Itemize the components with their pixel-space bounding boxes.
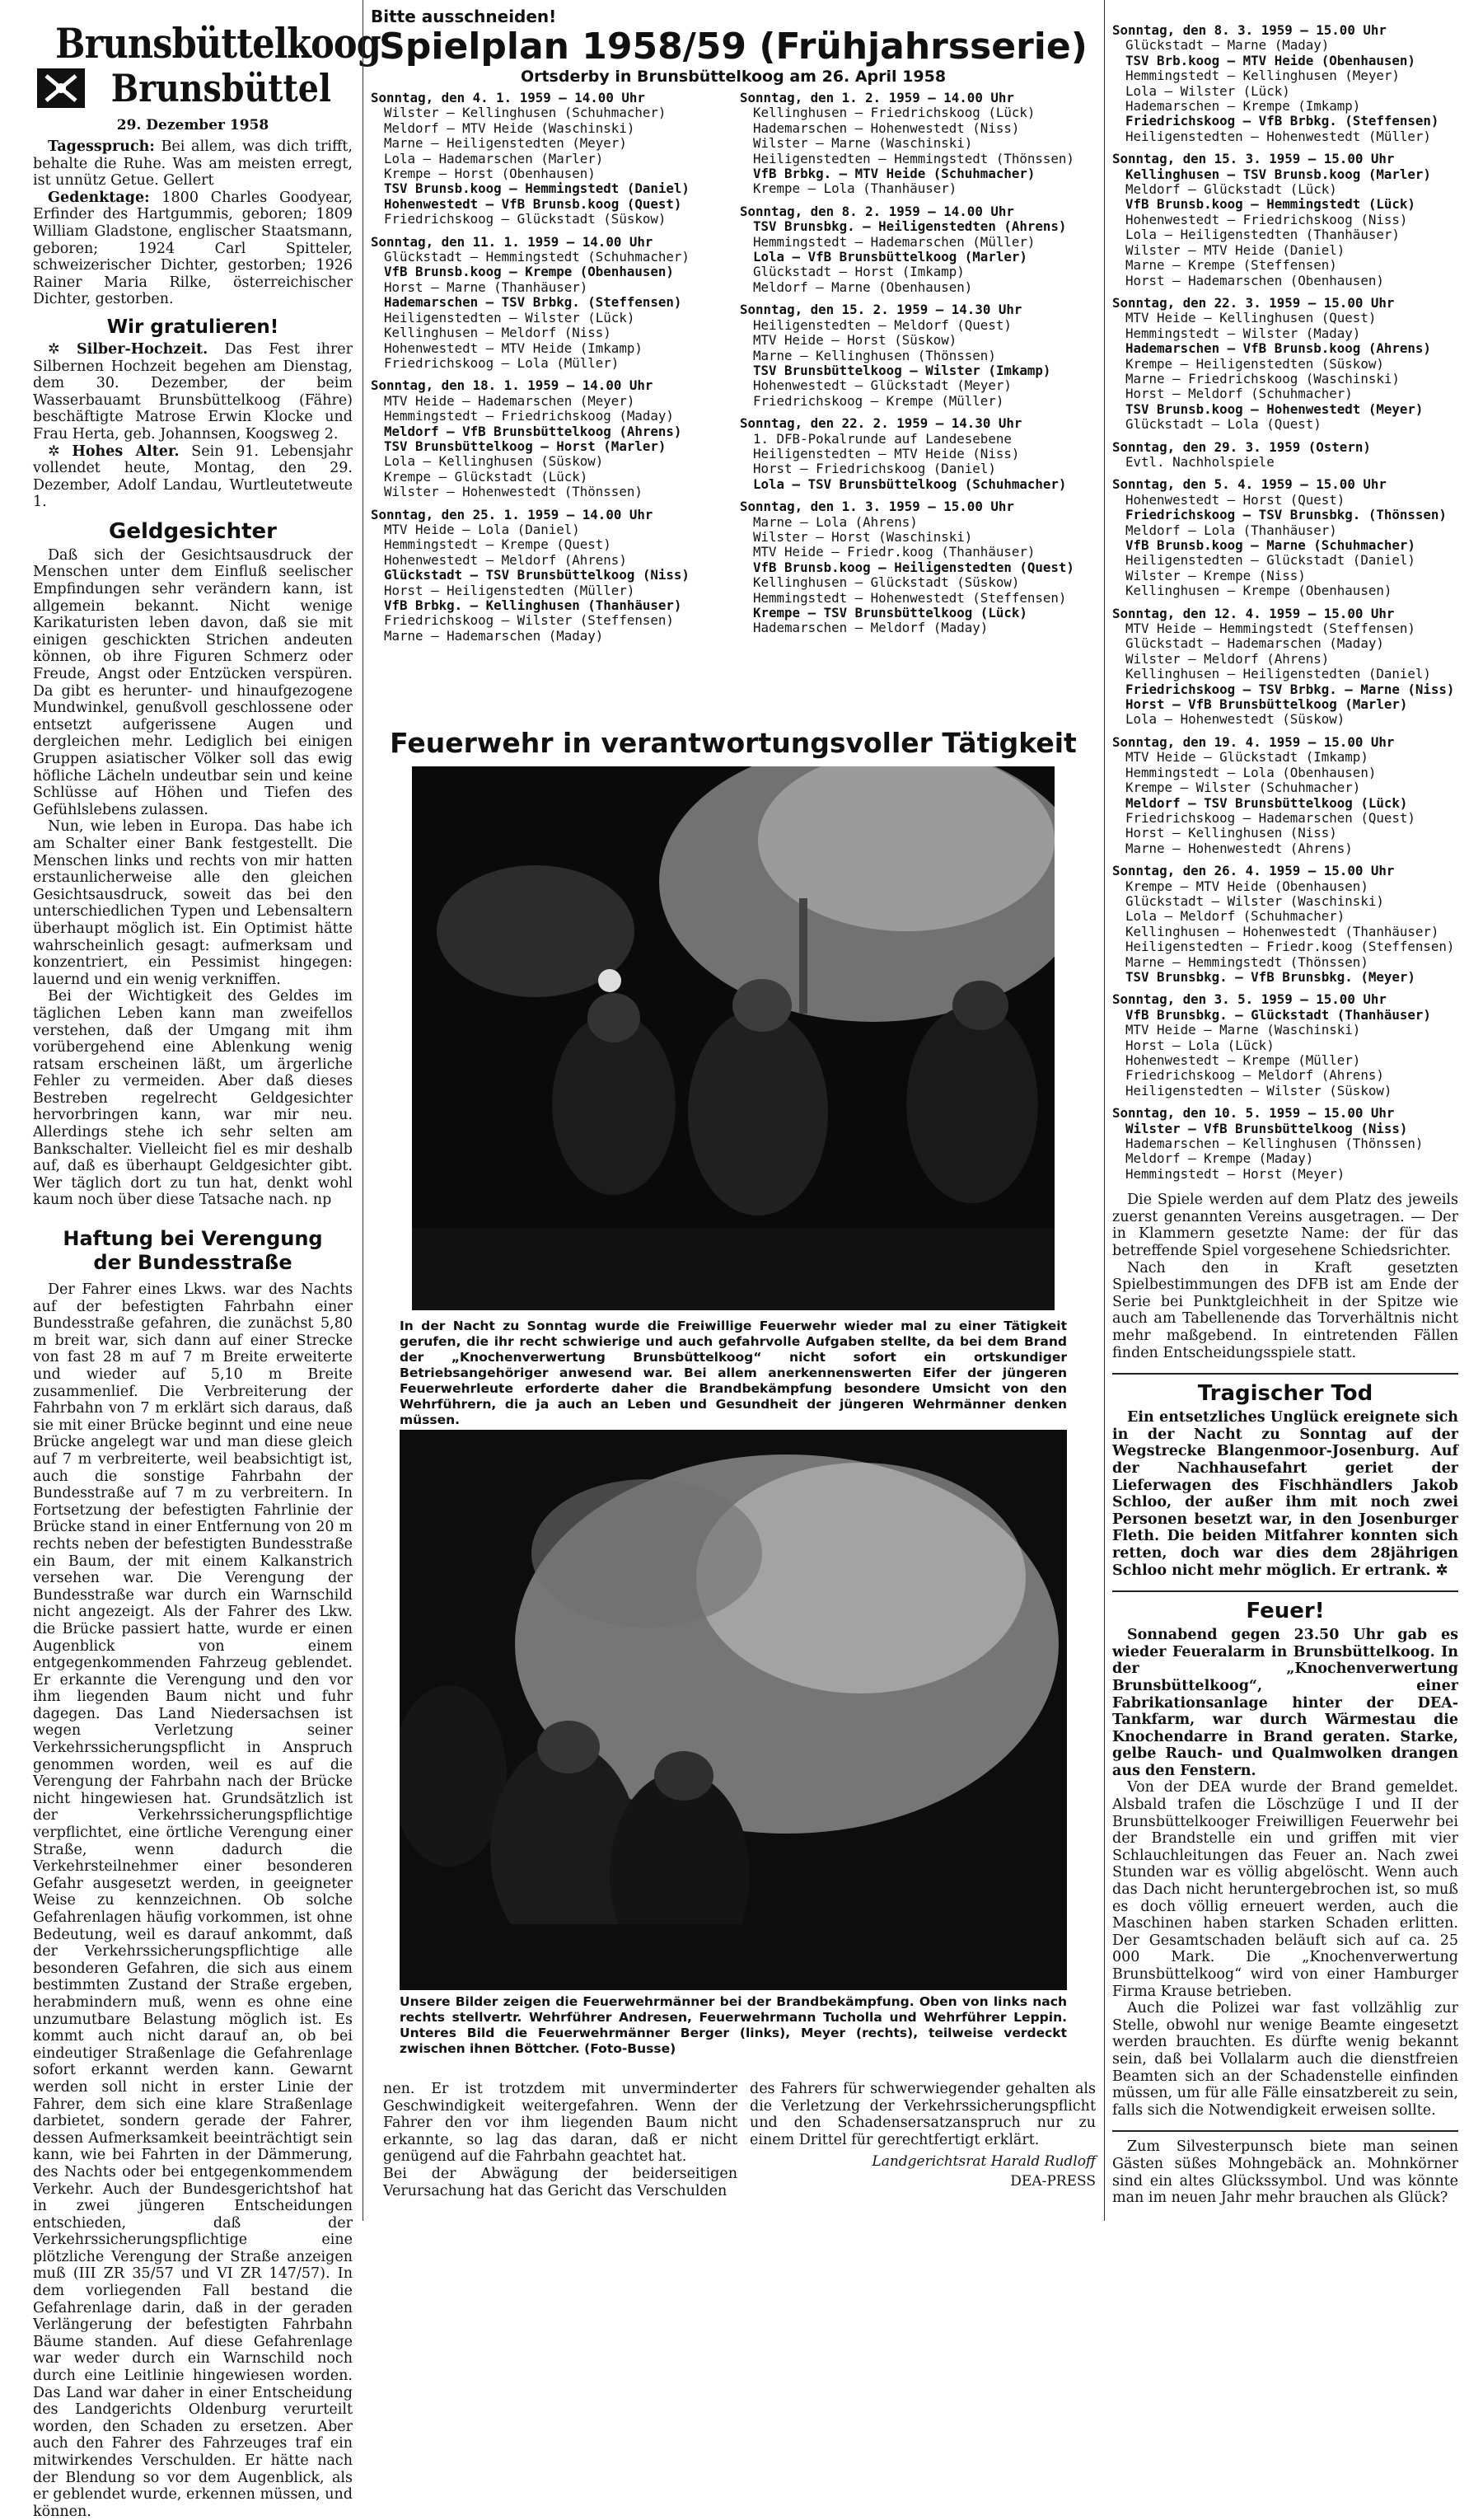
section-divider <box>1112 1373 1458 1375</box>
fixture-match: Marne — Hademarschen (Maday) <box>384 627 604 644</box>
fixture-day <box>1112 607 1458 728</box>
fixture-day-heading: Sonntag, den 4. 1. 1959 — 14.00 Uhr <box>371 90 645 105</box>
fixture-match: Wilster — VfB Brunsbüttelkoog (Niss) <box>1125 1120 1408 1136</box>
photo-caption-bottom: Unsere Bilder zeigen die Feuerwehrmänner bei der Brandbekämpfung. Oben von links nach rechts stellvertr. Wehrführer Andresen, Feuerwehrmann Tucholla und Wehrführer Leppin. Unteres Bild die Feuerwehrmänner Berger (links), Meyer (rechts), teilweise verdeckt zwischen ihnen Böttcher. (Foto-Busse) <box>400 1994 1067 2056</box>
fixture-match: Hohenwestedt — Friedrichskoog (Niss) <box>1125 211 1408 227</box>
fixture-match: Hademarschen — Krempe (Imkamp) <box>1125 98 1361 115</box>
fixture-match: Hademarschen — Hohenwestedt (Niss) <box>753 119 1020 136</box>
column-right <box>1112 0 1458 2207</box>
fixture-match: Meldorf — MTV Heide (Waschinski) <box>384 119 635 136</box>
fixture-match: Meldorf — Krempe (Maday) <box>1125 1150 1314 1167</box>
fixture-match: Meldorf — Marne (Obenhausen) <box>753 279 973 295</box>
fixture-match: Hohenwestedt — Krempe (Müller) <box>1125 1052 1361 1068</box>
haftung-article <box>33 1281 353 2520</box>
fixture-match: Lola — Kellinghusen (Süskow) <box>384 453 604 470</box>
fixture-match: Hemmingstedt — Hademarschen (Müller) <box>753 233 1036 250</box>
paragraph: Der Fahrer eines Lkws. war des Nachts auf der befestigten Fahrbahn einer Bundesstraße gefahren, die zunächst 5,80 m breit war, sich dann auf einer Strecke von fast 28 m auf 7 m Breite erweiterte und wieder auf 5,10 m Breite zusammenlief. Die Verbreiterung der Fahrbahn von 7 m erklärt sich daraus, daß sie mit einer Brücke beginnt und eine neue Brücke angelegt war und man diese gleich auf 7 m verbreiterte, weil beabsichtigt ist, auch die sonstige Fahrbahn der Bundesstraße auf 7 m zu verbreitern. In Fortsetzung der befestigten Fahrlinie der Brücke stand in einer Entfernung von 20 m rechts neben der befestigten Bundesstraße ein Baum, der mit einem Kalkanstrich versehen war. Die Verengung der Bundesstraße war durch ein Warnschild nicht angezeigt. Als der Fahrer des Lkw. die Brücke passiert hatte, wurde er einen Augenblick von einem entgegenkommenden Fahrzeug geblendet. Er erkannte die Verengung und den vor ihm liegenden Baum nicht und fuhr dagegen. Das Land Niedersachsen ist wegen Verletzung seiner Verkehrssicherungspflicht in Anspruch genommen worden, weil es auf die Verengung der Fahrbahn nach der Brücke nicht hingewiesen hat. Grundsätzlich ist der Verkehrssicherungspflichtige verpflichtet, eine örtliche Verengung einer Straße, wenn dadurch die Verkehrsteilnehmer einer besonderen Gefahr ausgesetzt werden, in geeigneter Weise zu kennzeichnen. Ob solche Gefahrenlagen häufig vorkommen, ist ohne Bedeutung, weil es darauf ankommt, daß der Verkehrssicherungspflichtige alle besonderen Gefahren, die sich aus einem bestimmten Zustand der Straße ergeben, herabmindern muß, wenn es ohne eine unzumutbare Belastung möglich ist. Es kommt auch nicht darauf an, ob bei eindeutiger Straßenlage die Gefahrenlage sofort erkannt werden kann. Gewarnt werden soll nicht in erster Linie der Fahrer, dem sich eine klare Straßenlage darbietet, sondern gerade der Fahrer, dessen Aufmerksamkeit beeinträchtigt sein kann, wie bei Fahrten in der Dämmerung, des Nachts oder bei entgegenkommendem Verkehr. Auch der Bundesgerichtshof hat in zwei jüngeren Entscheidungen entschieden, daß der Verkehrssicherungspflichtige eine plötzliche Verengung der Straße anzeigen muß (III ZR 35/57 und VI ZR 147/57). In dem vorliegenden Fall bestand die Gefahrenlage darin, daß in der geraden Verlängerung der befestigten Fahrbahn Bäume standen. Auf diese Gefahrenlage war weder durch ein Warnschild noch durch eine Leitlinie hingewiesen worden. Das Land war daher in einer Entscheidung des Landgerichts Oldenburg verurteilt worden, den Schaden zu ersetzen. Aber auch den Fahrer des Fahrzeuges traf ein mitwirkendes Verschulden. Er hätte nach der Blendung so vor dem Augenblick, als er geblendet wurde, erkennen müssen, und können. <box>33 1281 353 2520</box>
photo-caption-top: In der Nacht zu Sonntag wurde die Freiwillige Feuerwehr wieder mal zu einer Tätigkeit gerufen, die ihr recht schwierige und auch gefahrvolle Aufgaben stellte, da bei dem Brand der „Knochenverwertung Brunsbüttelkoog“ nicht sofort ein ortskundiger Betriebsangehöriger anwesend war. Bei allem anerkennenswerten Eifer der jüngeren Feuerwehrleute erforderte daher die Brandbekämpfung besondere Umsicht von den Wehrführern, die ja auch an Leben und Gesundheit der jüngeren Wehrmänner denken müssen. <box>400 1319 1067 1427</box>
intro-section <box>33 138 353 308</box>
fixture-match: Hohenwestedt — VfB Brunsb.koog (Quest) <box>384 195 682 212</box>
fixture-match: Hademarschen — VfB Brunsb.koog (Ahrens) <box>1125 340 1431 357</box>
haftung-conclusion: des Fahrers für schwerwiegender gehalten als die Verletzung der Verkehrssicherungspflicht und den Schadensersatzanspruch nur zu einem Drittel für gerechtfertigt erklärt. <box>750 2081 1096 2148</box>
fixture-match: Heiligenstedten — Hohenwestedt (Müller) <box>1125 128 1431 144</box>
fixture-match: Evtl. Nachholspiele <box>1125 453 1275 470</box>
birthday-text: Sein 91. Lebensjahr vollendet heute, Montag, den 29. Dezember, Adolf Landau, Wurtleutetweute 1. <box>33 443 353 511</box>
fixture-match: TSV Brunsb.koog — Hohenwestedt (Meyer) <box>1125 400 1424 417</box>
masthead <box>33 0 381 133</box>
fixture-match: Friedrichskoog — Meldorf (Ahrens) <box>1125 1067 1384 1084</box>
fixture-match: TSV Brunsb.koog — Hemmingstedt (Daniel) <box>384 180 690 197</box>
fixture-match: Lola — Wilster (Lück) <box>1125 82 1290 99</box>
haftung-continuation: nen. Er ist trotzdem mit unverminderter Geschwindigkeit weitergefahren. Wenn der Fahrer den vor ihm liegenden Baum nicht erkannte, so lag das daran, daß er nicht genügend auf die Fahrbahn geachtet hat. Bei der Abwägung der beiderseitigen Verursachung hat das Gericht das Verschulden <box>383 2081 737 2199</box>
fixture-match: Friedrichskoog — Lola (Müller) <box>384 354 620 371</box>
fixture-match: Glückstadt — Lola (Quest) <box>1125 416 1322 433</box>
fixture-match: Hemmingstedt — Kellinghusen (Meyer) <box>1125 68 1400 84</box>
firefighters-image <box>412 766 1055 1310</box>
fixture-day <box>371 235 725 372</box>
silver-wedding-text: Das Fest ihrer Silbernen Hochzeit begehen am Dienstag, dem 30. Dezember, der beim Wasserbauamt Brunsbüttelkoog (Fähre) beschäftigte Matrose Erwin Klocke und Frau Herta, geb. Johannsen, Koogsweg 2. <box>33 340 353 443</box>
fixture-match: Horst — Meldorf (Schuhmacher) <box>1125 386 1353 402</box>
fixture-match: Horst — Kellinghusen (Niss) <box>1125 825 1337 841</box>
fixture-day-heading: Sonntag, den 18. 1. 1959 — 14.00 Uhr <box>371 377 653 394</box>
fixture-match: Hemmingstedt — Lola (Obenhausen) <box>1125 764 1377 780</box>
fixture-match: Krempe — Heiligenstedten (Süskow) <box>1125 355 1384 372</box>
fixture-match: Meldorf — Lola (Thanhäuser) <box>1125 522 1337 538</box>
heading-feuerwehr: Feuerwehr in verantwortungsvoller Tätigkeit <box>390 727 1077 759</box>
fixture-day <box>1112 152 1458 288</box>
issue-date: 29. Dezember 1958 <box>116 117 269 133</box>
fixture-day <box>740 204 1096 295</box>
heading-tragischer-tod: Tragischer Tod <box>1197 1381 1373 1407</box>
press-credit: DEA-PRESS <box>1010 2173 1096 2190</box>
tod-article <box>1112 1409 1458 1579</box>
masthead-line1: Brunsbüttelkoog <box>55 19 381 68</box>
silver-wedding-label: Silber-Hochzeit. <box>76 340 208 358</box>
fixture-match: Hemmingstedt — Wilster (Maday) <box>1125 325 1361 341</box>
fixture-day-heading: Sonntag, den 8. 3. 1959 — 15.00 Uhr <box>1112 22 1387 38</box>
author-signature: Landgerichtsrat Harald Rudloff <box>872 2153 1096 2171</box>
fixture-match: Heiligenstedten — Wilster (Lück) <box>384 309 635 326</box>
firefighters-image <box>400 1430 1067 1990</box>
fixture-match: Lola — VfB Brunsbüttelkoog (Marler) <box>753 249 1027 265</box>
fixture-match: Glückstadt — TSV Brunsbüttelkoog (Niss) <box>384 567 690 583</box>
fixture-match: Friedrichskoog — TSV Brbkg. — Marne (Niss) <box>1125 681 1455 697</box>
fixture-match: MTV Heide — Friedr.koog (Thanhäuser) <box>753 544 1036 560</box>
cutout-note: Bitte ausschneiden! <box>371 7 557 26</box>
fixture-day <box>740 302 1096 409</box>
fixture-match: Krempe — Wilster (Schuhmacher) <box>1125 780 1361 796</box>
fixture-match: Heiligenstedten — Hemmingstedt (Thönssen) <box>753 150 1074 166</box>
fixture-match: Kellinghusen — Krempe (Obenhausen) <box>1125 583 1392 599</box>
fixture-day <box>1112 296 1458 433</box>
paragraph: Nach den in Kraft gesetzten Spielbestimmungen des DFB ist am Ende der Serie bei Punktgleichheit in der Spitze wie auch am Tabellenende das Torverhältnis nicht mehr maßgebend. In eintretenden Fällen finden Entscheidungsspiele statt. <box>1112 1259 1458 1361</box>
fixture-match: Krempe — MTV Heide (Obenhausen) <box>1125 878 1368 894</box>
fixture-match: Friedrichskoog — Wilster (Steffensen) <box>384 612 674 629</box>
fixture-match: Meldorf — Glückstadt (Lück) <box>1125 181 1337 198</box>
fixture-match: Heiligenstedten — Wilster (Süskow) <box>1125 1082 1392 1098</box>
fixtures-spring <box>1112 0 1458 1182</box>
fixture-match: Friedrichskoog — Glückstadt (Süskow) <box>384 211 667 227</box>
fixture-day-heading: Sonntag, den 15. 2. 1959 — 14.30 Uhr <box>740 302 1022 318</box>
fixture-day <box>1112 735 1458 856</box>
fixture-match: Kellinghusen — Heiligenstedten (Daniel) <box>1125 666 1431 682</box>
fixture-match: Wilster — Krempe (Niss) <box>1125 567 1306 583</box>
fixture-match: Lola — Heiligenstedten (Thanhäuser) <box>1125 227 1400 243</box>
fixture-match: Krempe — Glückstadt (Lück) <box>384 468 588 485</box>
fixture-day <box>1112 440 1458 471</box>
fixture-day-heading: Sonntag, den 8. 2. 1959 — 14.00 Uhr <box>740 203 1014 219</box>
fixtures-right <box>740 91 1096 651</box>
fixture-match: Kellinghusen — Meldorf (Niss) <box>384 325 611 341</box>
fixture-match: Kellinghusen — TSV Brunsb.koog (Marler) <box>1125 166 1431 182</box>
fixture-day <box>1112 477 1458 598</box>
fixture-match: Horst — Lola (Lück) <box>1125 1037 1275 1053</box>
fixture-day-heading: Sonntag, den 29. 3. 1959 (Ostern) <box>1112 438 1371 455</box>
gedenktage-text: 1800 Charles Goodyear, Erfinder des Hartgummis, geboren; 1809 William Gladstone, englischer Staatsmann, geboren; 1924 Carl Spitteler, schweizerischer Dichter, gestorben; 1926 Rainer Maria Rilke, österreichischer Dichter, gestorben. <box>33 189 353 308</box>
heading-gratulieren: Wir gratulieren! <box>106 316 279 338</box>
fixture-match: Marne — Hemmingstedt (Thönssen) <box>1125 953 1368 970</box>
paragraph: Von der DEA wurde der Brand gemeldet. Alsbald trafen die Löschzüge I und II der Brunsbüttelkooger Freiwilligen Feuerwehr bei der Brandstelle ein und griffen mit vier Schlauchleitungen das Feuer an. Nach zwei Stunden war es völlig abgelöscht. Wenn auch das Dach nicht heruntergebrochen ist, so muß es doch völlig erneuert werden, auch die Maschinen haben starken Schaden erlitten. Der Gesamtschaden beläuft sich auf ca. 25 000 Mark. Die „Knochenverwertung Brunsbüttelkoog“ wird von einer Hamburger Firma Krause betrieben. <box>1112 1779 1458 2000</box>
paragraph: Daß sich der Gesichtsausdruck der Menschen unter dem Einfluß seelischer Empfindungen sehr verändern kann, ist allgemein bekannt. Nicht wenige Karikaturisten leben davon, daß sie mit einigen geschickten Strichen andeuten können, ob ihre Figuren Schmerz oder Freude, Angst oder Entzücken verspüren. Da gibt es herunter- und hinaufgezogene Mundwinkel, genußvoll geschlossene oder entsetzt aufgerissene Augen und dergleichen mehr. Lediglich bei einigen Gruppen asiatischer Völker soll das ewig höfliche Lächeln undeutbar sein und keine Schlüsse auf Höhen und Tiefen des Gefühlslebens zulassen. <box>33 546 353 818</box>
fire-photo-bottom <box>400 1430 1067 1990</box>
birthday-label: Hohes Alter. <box>72 443 180 460</box>
fixture-match: Krempe — Lola (Thanhäuser) <box>753 180 957 197</box>
fixture-day <box>371 378 725 499</box>
fixture-match: Heiligenstedten — Friedr.koog (Steffensen) <box>1125 939 1455 955</box>
fixture-match: Hemmingstedt — Krempe (Quest) <box>384 536 611 553</box>
fixture-day-heading: Sonntag, den 1. 2. 1959 — 14.00 Uhr <box>740 90 1014 105</box>
fixture-day-heading: Sonntag, den 15. 3. 1959 — 15.00 Uhr <box>1112 151 1395 167</box>
fixture-match: TSV Brunsbüttelkoog — Wilster (Imkamp) <box>753 362 1051 378</box>
fixture-match: Meldorf — VfB Brunsbüttelkoog (Ahrens) <box>384 423 682 439</box>
fixture-match: TSV Brunsbüttelkoog — Horst (Marler) <box>384 438 667 454</box>
fixture-match: Hohenwestedt — Meldorf (Ahrens) <box>384 551 627 568</box>
fixture-match: VfB Brbkg. — Kellinghusen (Thanhäuser) <box>384 597 682 613</box>
fixture-match: VfB Brunsb.koog — Heiligenstedten (Quest) <box>753 559 1074 575</box>
paragraph: Die Spiele werden auf dem Platz des jeweils zuerst genannten Vereins ausgetragen. — Der in Klammern gesetzte Name: der für das betreffende Spiel vorgesehene Schiedsrichter. <box>1112 1192 1458 1260</box>
heading-geldgesichter: Geldgesichter <box>109 518 277 544</box>
silvester-note <box>1112 2138 1458 2206</box>
fixture-match: Friedrichskoog — Krempe (Müller) <box>753 392 1004 409</box>
fixture-day <box>371 91 725 227</box>
fixture-match: 1. DFB-Pokalrunde auf Landesebene <box>753 430 1012 447</box>
fixture-match: MTV Heide — Lola (Daniel) <box>384 521 580 537</box>
fixture-match: Kellinghusen — Hohenwestedt (Thanhäuser) <box>1125 923 1439 939</box>
fixture-match: MTV Heide — Hademarschen (Meyer) <box>384 392 635 409</box>
fixture-match: Meldorf — TSV Brunsbüttelkoog (Lück) <box>1125 794 1408 811</box>
fixture-match: Glückstadt — Hemmingstedt (Schuhmacher) <box>384 249 690 265</box>
fixture-match: Hohenwestedt — MTV Heide (Imkamp) <box>384 340 643 356</box>
paragraph: Zum Silvesterpunsch biete man seinen Gästen süßes Mohngebäck an. Mohnkörner sind ein altes Glückssymbol. Und was könnte man im neuen Jahr mehr brauchen als Glück? <box>1112 2138 1458 2207</box>
fixture-match: Marne — Heiligenstedten (Meyer) <box>384 135 627 152</box>
fixture-match: MTV Heide — Glückstadt (Imkamp) <box>1125 749 1368 766</box>
fixture-day-heading: Sonntag, den 25. 1. 1959 — 14.00 Uhr <box>371 506 653 522</box>
fixture-match: Lola — Hohenwestedt (Süskow) <box>1125 711 1345 728</box>
section-divider <box>1112 1590 1458 1592</box>
fixture-match: Hemmingstedt — Friedrichskoog (Maday) <box>384 408 674 424</box>
column-divider <box>1104 0 1105 2221</box>
paragraph: Auch die Polizei war fast vollzählig zur Stelle, obwohl nur wenige Beamte eingesetzt werden brauchten. Es dürfte wenig bekannt sein, daß bei Vollalarm auch die dienstfreien Beamten sich an der Schadenstelle einfinden müssen, um für alle Fälle einsatzbereit zu sein, falls sich die Notwendigkeit erweisen sollte. <box>1112 2000 1458 2119</box>
fixture-match: Krempe — TSV Brunsbüttelkoog (Lück) <box>753 605 1027 621</box>
fixture-match: Heiligenstedten — Glückstadt (Daniel) <box>1125 552 1415 569</box>
fixture-match: Marne — Lola (Ahrens) <box>753 513 918 530</box>
feuer-article <box>1112 1627 1458 2119</box>
fixture-match: Wilster — Meldorf (Ahrens) <box>1125 650 1330 667</box>
fixture-match: VfB Brunsb.koog — Hemmingstedt (Lück) <box>1125 196 1415 213</box>
fixture-match: Horst — Hademarschen (Obenhausen) <box>1125 272 1384 288</box>
fixture-match: Hohenwestedt — Glückstadt (Meyer) <box>753 377 1012 394</box>
fixture-match: Marne — Hohenwestedt (Ahrens) <box>1125 840 1353 856</box>
fixture-match: MTV Heide — Hemmingstedt (Steffensen) <box>1125 621 1415 637</box>
fixture-day-heading: Sonntag, den 1. 3. 1959 — 15.00 Uhr <box>740 499 1014 515</box>
fixture-match: Hademarschen — TSV Brbkg. (Steffensen) <box>384 294 682 311</box>
star-icon: ✲ <box>48 443 73 460</box>
schedule-notes <box>1112 1192 1458 1361</box>
fixture-match: Wilster — Hohenwestedt (Thönssen) <box>384 484 643 500</box>
gratulieren-section <box>33 341 353 511</box>
fixture-match: Heiligenstedten — Meldorf (Quest) <box>753 316 1012 333</box>
fixture-match: Friedrichskoog — VfB Brbkg. (Steffensen) <box>1125 113 1439 129</box>
heading-haftung: Haftung bei Verengung der Bundesstraße <box>63 1227 323 1275</box>
lead-paragraph: Sonnabend gegen 23.50 Uhr gab es wieder Feueralarm in Brunsbüttelkoog. In der „Knochenverwertung Brunsbüttelkoog“, einer Fabrikationsanlage hinter der DEA-Tankfarm, war durch Wärmestau die Knochendarre in Brand geraten. Starke, gelbe Rauch- und Qualmwolken drangen aus den Fenstern. <box>1112 1627 1458 1779</box>
fixture-day <box>740 416 1096 492</box>
fixture-day <box>1112 1106 1458 1182</box>
fixture-match: Lola — TSV Brunsbüttelkoog (Schuhmacher) <box>753 475 1067 492</box>
paragraph: Bei der Wichtigkeit des Geldes im täglichen Leben kann man zweifellos verstehen, daß der Umgang mit ihm vorübergehend eine Ablenkung wenig ratsam erscheinen läßt, um ärgerliche Fehler zu vermeiden. Aber daß dieses Bestreben regelrecht Geldgesichter hervorbringen kann, war mir neu. Allerdings stehe ich sehr selten am Bankschalter. Vielleicht fiel es mir deshalb auf, daß es überhaupt Geldgesichter gibt. Wer täglich dort zu tun hat, denkt wohl kaum noch über diese Tatsache nach. np <box>33 988 353 1209</box>
fixture-match: Wilster — Marne (Waschinski) <box>753 135 973 152</box>
fixture-match: VfB Brunsbkg. — Glückstadt (Thanhäuser) <box>1125 1006 1431 1023</box>
fixture-match: Marne — Kellinghusen (Thönssen) <box>753 347 996 363</box>
fixture-match: Hemmingstedt — Horst (Meyer) <box>1125 1165 1345 1182</box>
heading-feuer: Feuer! <box>1246 1599 1325 1624</box>
fixture-match: Glückstadt — Hademarschen (Maday) <box>1125 635 1384 652</box>
fixture-day-heading: Sonntag, den 3. 5. 1959 — 15.00 Uhr <box>1112 991 1387 1008</box>
fixture-day-heading: Sonntag, den 26. 4. 1959 — 15.00 Uhr <box>1112 863 1395 879</box>
fixture-match: Wilster — Horst (Waschinski) <box>753 528 973 545</box>
fixture-match: TSV Brb.koog — MTV Heide (Obenhausen) <box>1125 52 1415 68</box>
fixture-day-heading: Sonntag, den 10. 5. 1959 — 15.00 Uhr <box>1112 1105 1395 1122</box>
paragraph: Nun, wie leben in Europa. Das habe ich am Schalter einer Bank festgestellt. Die Menschen links und rechts von mir hatten erstaunlicherweise alle den gleichen Gesichtsausdruck, soweit das bei den unterschiedlichen Typen und Lebensaltern überhaupt möglich ist. Ein Optimist hätte wahrscheinlich gesagt: aufmerksam und konzentriert, ein Pessimist hingegen: lauernd und ein wenig verkniffen. <box>33 818 353 988</box>
tagesspruch-label: Tagesspruch: <box>48 138 155 155</box>
fixture-match: VfB Brunsb.koog — Krempe (Obenhausen) <box>384 264 674 280</box>
fixture-match: Lola — Hademarschen (Marler) <box>384 150 604 166</box>
fixture-match: MTV Heide — Horst (Süskow) <box>753 332 957 349</box>
fixture-day-heading: Sonntag, den 11. 1. 1959 — 14.00 Uhr <box>371 233 653 250</box>
coat-of-arms-icon <box>37 68 85 108</box>
fixture-match: Heiligenstedten — MTV Heide (Niss) <box>753 445 1020 461</box>
fixture-match: Lola — Meldorf (Schuhmacher) <box>1125 908 1345 925</box>
fixture-match: Wilster — Kellinghusen (Schuhmacher) <box>384 105 667 121</box>
fixture-match: Hademarschen — Meldorf (Maday) <box>753 620 989 636</box>
gedenktage-label: Gedenktage: <box>48 189 150 206</box>
fixture-day <box>1112 23 1458 144</box>
fixture-match: MTV Heide — Kellinghusen (Quest) <box>1125 310 1377 326</box>
fixtures-left <box>371 91 725 651</box>
fire-photo-top <box>412 766 1055 1310</box>
fixture-match: Hemmingstedt — Hohenwestedt (Steffensen) <box>753 589 1067 606</box>
fixture-match: Friedrichskoog — TSV Brunsbkg. (Thönssen) <box>1125 507 1447 523</box>
fixture-day <box>371 508 725 644</box>
star-icon: ✲ <box>48 340 77 358</box>
geldgesichter-article <box>33 547 353 1209</box>
fixture-match: Marne — Friedrichskoog (Waschinski) <box>1125 370 1400 386</box>
fixture-day-heading: Sonntag, den 19. 4. 1959 — 15.00 Uhr <box>1112 733 1395 750</box>
spielplan-title: Spielplan 1958/59 (Frühjahrsserie) <box>379 26 1088 68</box>
fixture-match: Glückstadt — Wilster (Waschinski) <box>1125 892 1384 909</box>
fixture-match: Hademarschen — Kellinghusen (Thönssen) <box>1125 1136 1424 1152</box>
spielplan-columns <box>371 91 1096 651</box>
fixture-match: Friedrichskoog — Hademarschen (Quest) <box>1125 809 1415 826</box>
fixture-match: MTV Heide — Marne (Waschinski) <box>1125 1022 1361 1038</box>
section-divider <box>1112 2130 1458 2132</box>
column-middle <box>371 0 1096 2199</box>
fixture-match: VfB Brunsb.koog — Marne (Schuhmacher) <box>1125 537 1415 553</box>
fixture-day <box>1112 992 1458 1098</box>
fixture-day <box>740 499 1096 636</box>
fixture-day-heading: Sonntag, den 12. 4. 1959 — 15.00 Uhr <box>1112 605 1395 621</box>
fixture-match: Marne — Krempe (Steffensen) <box>1125 257 1337 274</box>
fixture-match: Krempe — Horst (Obenhausen) <box>384 166 596 182</box>
column-left <box>33 0 381 2520</box>
fixture-match: Horst — VfB Brunsbüttelkoog (Marler) <box>1125 696 1408 713</box>
star-icon: ✲ <box>1435 1562 1448 1579</box>
fixture-day-heading: Sonntag, den 5. 4. 1959 — 15.00 Uhr <box>1112 476 1387 493</box>
fixture-match: Horst — Marne (Thanhäuser) <box>384 279 588 295</box>
fixture-match: TSV Brunsbkg. — Heiligenstedten (Ahrens) <box>753 218 1067 235</box>
fixture-match: Horst — Heiligenstedten (Müller) <box>384 582 635 598</box>
fixture-match: Wilster — MTV Heide (Daniel) <box>1125 241 1345 258</box>
fixture-match: TSV Brunsbkg. — VfB Brunsbkg. (Meyer) <box>1125 968 1415 985</box>
fixture-match: Kellinghusen — Glückstadt (Süskow) <box>753 574 1020 591</box>
fixture-day <box>1112 864 1458 985</box>
fixture-day-heading: Sonntag, den 22. 2. 1959 — 14.30 Uhr <box>740 415 1022 432</box>
fixture-match: VfB Brbkg. — MTV Heide (Schuhmacher) <box>753 166 1036 182</box>
fixture-match: Glückstadt — Horst (Imkamp) <box>753 264 965 280</box>
fixture-match: Kellinghusen — Friedrichskoog (Lück) <box>753 105 1036 121</box>
fixture-day-heading: Sonntag, den 22. 3. 1959 — 15.00 Uhr <box>1112 294 1395 311</box>
fixture-day <box>740 91 1096 197</box>
fixture-match: Hohenwestedt — Horst (Quest) <box>1125 491 1345 508</box>
fixture-match: Horst — Friedrichskoog (Daniel) <box>753 461 996 477</box>
spielplan-subtitle: Ortsderby in Brunsbüttelkoog am 26. April 1958 <box>520 68 947 86</box>
tagesspruch-text: Bei allem, was dich trifft, behalte die Ruhe. Was am meisten erregt, ist unnütz Getue. Gellert <box>33 138 353 190</box>
tod-text: Ein entsetzliches Unglück ereignete sich in der Nacht zu Sonntag auf der Wegstrecke Blangenmoor-Josenburg. Auf der Nachhausefahrt geriet der Lieferwagen des Fischhändlers Jakob Schloo, der außer ihm mit noch zwei Personen besetzt war, in den Josenburger Fleth. Die beiden Mitfahrer konnten sich retten, doch war dies dem 28jährigen Schloo nicht mehr möglich. Er ertrank. <box>1112 1409 1458 1579</box>
fixture-match: Glückstadt — Marne (Maday) <box>1125 37 1330 54</box>
masthead-line2: Brunsbüttel <box>110 66 331 110</box>
